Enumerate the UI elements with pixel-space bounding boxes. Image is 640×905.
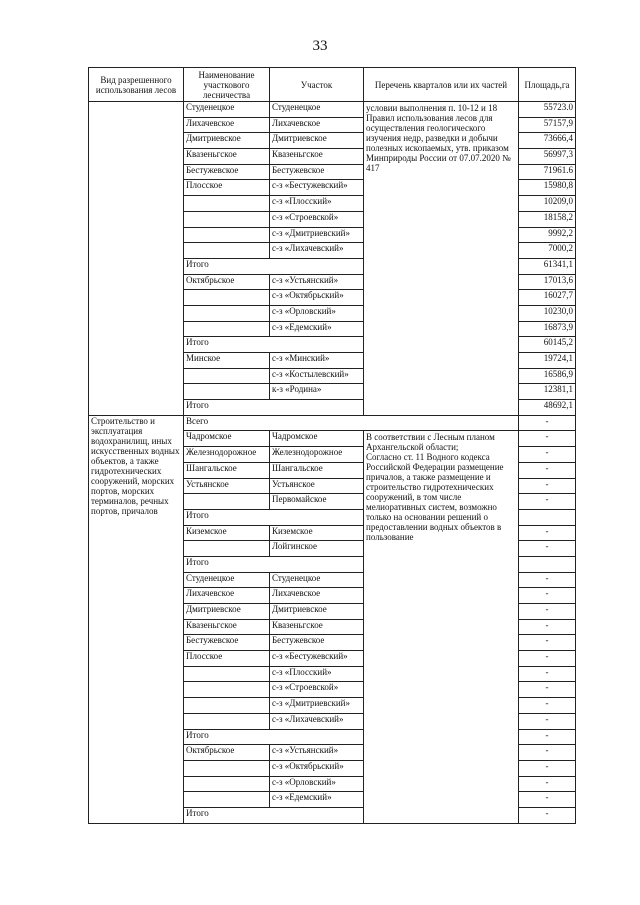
plot-cell: с-з «Едемский» [270,792,364,808]
plot-cell: с-з «Костылевский» [270,368,364,384]
area-cell: 61341,1 [519,258,576,274]
plot-cell: с-з «Дмитриевский» [270,227,364,243]
plot-cell: с-з «Лихачевский» [270,243,364,259]
area-cell: - [519,541,576,557]
area-cell: - [519,807,576,823]
plot-cell: Лихачевское [270,117,364,133]
plot-cell: с-з «Строевской» [270,211,364,227]
area-cell [519,509,576,525]
quarters-list-cell [364,431,519,823]
area-cell: - [519,792,576,808]
area-cell: 18158,2 [519,211,576,227]
itogo-label: Итого [184,400,364,416]
plot-cell: Лойгинское [270,541,364,557]
forestry-cell [184,666,270,682]
forestry-cell: Октябрьское [184,745,270,761]
area-cell: 10209,0 [519,196,576,212]
area-cell: - [519,494,576,510]
area-cell: 56997,3 [519,149,576,165]
area-cell: 12381,1 [519,384,576,400]
area-cell: 10230,0 [519,305,576,321]
plot-cell: Бестужевское [270,635,364,651]
area-cell: 73666,4 [519,133,576,149]
use-type-cell [89,102,184,416]
area-cell: 16873,9 [519,321,576,337]
table-header-row [89,68,576,102]
itogo-label: Итого [184,337,364,353]
forestry-cell: Бестужевское [184,635,270,651]
forestry-cell [184,776,270,792]
area-cell: - [519,478,576,494]
forestry-cell: Студенецкое [184,102,270,118]
area-cell: - [519,651,576,667]
plot-cell: Шангальское [270,462,364,478]
area-cell: - [519,588,576,604]
area-cell: - [519,713,576,729]
area-cell: - [519,415,576,431]
forest-use-table [88,67,576,824]
header-quarters: Перечень кварталов или их частей [364,68,519,102]
forestry-cell: Устьянское [184,478,270,494]
area-cell: 48692,1 [519,400,576,416]
area-cell: 15980,8 [519,180,576,196]
area-cell: - [519,666,576,682]
area-cell: 16586,9 [519,368,576,384]
forestry-cell [184,211,270,227]
forestry-cell [184,290,270,306]
forestry-cell [184,541,270,557]
plot-cell: с-з «Плосский» [270,666,364,682]
area-cell: 60145,2 [519,337,576,353]
forestry-cell [184,384,270,400]
itogo-label: Итого [184,807,364,823]
forestry-cell: Дмитриевское [184,133,270,149]
forestry-cell [184,243,270,259]
plot-cell: Дмитриевское [270,604,364,620]
plot-cell: Железнодорожное [270,447,364,463]
plot-cell: с-з «Плосский» [270,196,364,212]
forestry-cell [184,713,270,729]
area-cell: - [519,604,576,620]
itogo-label: Итого [184,729,364,745]
plot-cell: Лихачевское [270,588,364,604]
forestry-cell: Чадромское [184,431,270,447]
header-area: Площадь,га [519,68,576,102]
quarters-list-text: В соответствии с Лесным планом Архангельской области; Согласно ст. 11 Водного кодекса Российской Федерации размещение причалов, а также размещение и строительство гидротехнических сооружений, в том числе мелиоративных систем, возможно только на основании решений о предоставлении водных объектов в пользование [366,432,504,543]
forestry-cell: Квазеньгское [184,149,270,165]
area-cell: - [519,729,576,745]
plot-cell: с-з «Минский» [270,353,364,369]
area-cell: 55723.0 [519,102,576,118]
area-cell: 71961.6 [519,164,576,180]
forestry-cell: Квазеньгское [184,619,270,635]
forestry-cell [184,792,270,808]
forestry-cell [184,321,270,337]
forestry-cell [184,305,270,321]
forestry-cell [184,227,270,243]
forestry-cell [184,368,270,384]
area-cell: - [519,619,576,635]
plot-cell: с-з «Бестужевский» [270,651,364,667]
area-cell [519,556,576,572]
area-cell: 16027,7 [519,290,576,306]
vsego-label: Всего [184,415,519,431]
plot-cell: с-з «Орловский» [270,305,364,321]
use-type-cell: Строительство и эксплуатация водохранилищ, иных искусственных водных объектов, а также гидротехнических сооружений, морских портов, морских терминалов, речных портов, причалов [89,415,184,823]
area-cell: - [519,572,576,588]
area-cell: - [519,431,576,447]
area-cell: - [519,447,576,463]
plot-cell: с-з «Бестужевский» [270,180,364,196]
area-cell: - [519,776,576,792]
forestry-cell [184,494,270,510]
itogo-label: Итого [184,509,364,525]
forestry-cell: Лихачевское [184,588,270,604]
header-use-type: Вид разрешенного использования лесов [89,68,184,102]
quarters-list-text: условии выполнения п. 10-12 и 18 Правил использования лесов для осуществления геологического изучения недр, разведки и добычи полезных ископаемых, утв. приказом Минприроды России от 07.07.2020 № 417 [366,103,511,173]
area-cell: - [519,462,576,478]
plot-cell: Дмитриевское [270,133,364,149]
area-cell: - [519,760,576,776]
plot-cell: с-з «Лихачевский» [270,713,364,729]
forestry-cell: Лихачевское [184,117,270,133]
plot-cell: с-з «Едемский» [270,321,364,337]
plot-cell: с-з «Дмитриевский» [270,698,364,714]
plot-cell: с-з «Орловский» [270,776,364,792]
plot-cell: Бестужевское [270,164,364,180]
plot-cell: с-з «Октябрьский» [270,760,364,776]
forestry-cell: Киземское [184,525,270,541]
page-number: 33 [312,38,328,54]
table-row [89,102,576,118]
area-cell: 7000,2 [519,243,576,259]
forestry-cell [184,682,270,698]
forestry-cell: Октябрьское [184,274,270,290]
plot-cell: с-з «Строевской» [270,682,364,698]
plot-cell: с-з «Устьянский» [270,274,364,290]
area-cell: - [519,745,576,761]
area-cell: 9992,2 [519,227,576,243]
forestry-cell: Студенецкое [184,572,270,588]
forestry-cell: Бестужевское [184,164,270,180]
forestry-cell: Железнодорожное [184,447,270,463]
header-forestry: Наименование участкового лесничества [184,68,270,102]
plot-cell: Устьянское [270,478,364,494]
forestry-cell [184,196,270,212]
forestry-cell [184,760,270,776]
area-cell: - [519,682,576,698]
plot-cell: с-з «Октябрьский» [270,290,364,306]
table-row [89,415,576,431]
plot-cell: Киземское [270,525,364,541]
plot-cell: Чадромское [270,431,364,447]
plot-cell: Квазеньгское [270,149,364,165]
plot-cell: Студенецкое [270,572,364,588]
area-cell: - [519,525,576,541]
area-cell: 19724,1 [519,353,576,369]
forestry-cell: Плосское [184,180,270,196]
itogo-label: Итого [184,258,364,274]
plot-cell: Первомайское [270,494,364,510]
area-cell: 17013,6 [519,274,576,290]
plot-cell: к-з «Родина» [270,384,364,400]
forestry-cell [184,698,270,714]
itogo-label: Итого [184,556,364,572]
forestry-cell: Минское [184,353,270,369]
forestry-cell: Плосское [184,651,270,667]
plot-cell: Студенецкое [270,102,364,118]
area-cell: - [519,635,576,651]
area-cell: 57157,9 [519,117,576,133]
table-body [89,102,576,824]
header-plot: Участок [270,68,364,102]
plot-cell: с-з «Устьянский» [270,745,364,761]
area-cell: - [519,698,576,714]
forestry-cell: Дмитриевское [184,604,270,620]
forestry-cell: Шангальское [184,462,270,478]
quarters-list-cell [364,102,519,416]
plot-cell: Квазеньгское [270,619,364,635]
